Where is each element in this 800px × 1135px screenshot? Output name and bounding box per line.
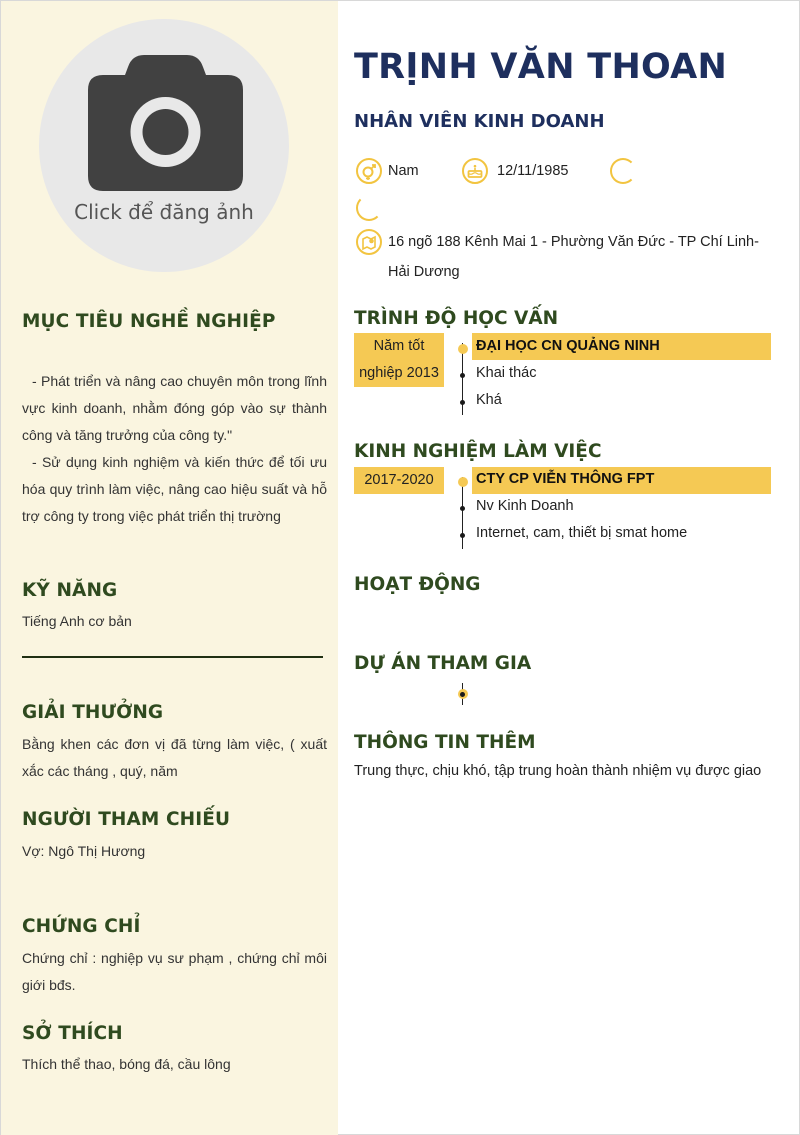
candidate-name: TRỊNH VĂN THOAN (354, 47, 728, 87)
references-section (22, 809, 327, 830)
certificates-section (22, 916, 327, 937)
experience-position: Nv Kinh Doanh (476, 498, 574, 514)
hobbies-section (22, 1023, 327, 1044)
education-grade: Khá (476, 392, 502, 408)
skills-section (22, 580, 327, 601)
education-date-line-2: nghiệp 2013 (359, 365, 439, 381)
education-major: Khai thác (476, 365, 537, 381)
education-date-line-1: Năm tốt (373, 338, 425, 354)
timeline-dot (458, 344, 468, 354)
references-title: NGƯỜI THAM CHIẾU (22, 809, 231, 830)
sidebar (1, 1, 338, 1135)
education-date (354, 333, 444, 387)
hobbies-title: SỞ THÍCH (22, 1023, 123, 1044)
timeline-dot (460, 373, 465, 378)
projects-title: DỰ ÁN THAM GIA (354, 653, 532, 674)
phone-icon (610, 158, 636, 184)
objective-text (22, 368, 327, 530)
timeline-dot (460, 506, 465, 511)
hobbies-text: Thích thể thao, bóng đá, cầu lông (22, 1056, 231, 1072)
experience-company: CTY CP VIỄN THÔNG FPT (476, 471, 655, 487)
sidebar-divider (22, 656, 323, 658)
birthday-value: 12/11/1985 (497, 163, 569, 179)
timeline-dot (460, 400, 465, 405)
extra-text: Trung thực, chịu khó, tập trung hoàn thành nhiệm vụ được giao (354, 763, 762, 779)
awards-section (22, 702, 327, 723)
email-icon (356, 195, 382, 221)
awards-text: Bằng khen các đơn vị đã từng làm việc, ( xuất xắc các tháng , quý, năm (22, 736, 327, 779)
experience-title: KINH NGHIỆM LÀM VIỆC (354, 441, 602, 462)
address-line-1: 16 ngõ 188 Kênh Mai 1 - Phường Văn Đức - TP Chí Linh- (388, 234, 759, 250)
education-school: ĐẠI HỌC CN QUẢNG NINH (476, 338, 660, 354)
main-content (338, 1, 800, 1135)
experience-date: 2017-2020 (354, 467, 444, 494)
references-text: Vợ: Ngô Thị Hương (22, 843, 146, 859)
location-icon (356, 229, 382, 255)
timeline-dot (458, 477, 468, 487)
gender-icon (356, 158, 382, 184)
address-line-2: Hải Dương (388, 264, 460, 280)
activities-title: HOẠT ĐỘNG (354, 574, 481, 595)
experience-timeline (462, 477, 463, 549)
skills-text: Tiếng Anh cơ bản (22, 613, 132, 629)
objective-paragraph: - Sử dụng kinh nghiệm và kiến thức để tối ưu hóa quy trình làm việc, nâng cao hiệu suất và hỗ trợ công ty trong việc phát triển thị trường (22, 454, 327, 524)
photo-upload[interactable] (39, 19, 289, 272)
certificates-text: Chứng chỉ : nghiệp vụ sư phạm , chứng chỉ môi giới bđs. (22, 950, 327, 993)
objective-section (22, 311, 327, 332)
timeline-dot (460, 692, 465, 697)
certificates-title: CHỨNG CHỈ (22, 916, 141, 937)
skills-title: KỸ NĂNG (22, 580, 118, 601)
awards-title: GIẢI THƯỞNG (22, 702, 164, 723)
objective-paragraph: - Phát triển và nâng cao chuyên môn trong lĩnh vực kinh doanh, nhằm đóng góp vào sự thành công và tăng trưởng của công ty." (22, 373, 327, 443)
gender-value: Nam (388, 163, 419, 179)
extra-title: THÔNG TIN THÊM (354, 732, 536, 753)
timeline-dot (460, 533, 465, 538)
camera-icon (88, 55, 243, 191)
job-title: NHÂN VIÊN KINH DOANH (354, 111, 605, 132)
photo-upload-label: Click để đăng ảnh (74, 200, 254, 224)
education-title: TRÌNH ĐỘ HỌC VẤN (354, 308, 559, 329)
cake-icon (462, 158, 488, 184)
objective-title: MỤC TIÊU NGHỀ NGHIỆP (22, 311, 276, 332)
experience-description: Internet, cam, thiết bị smat home (476, 525, 688, 541)
